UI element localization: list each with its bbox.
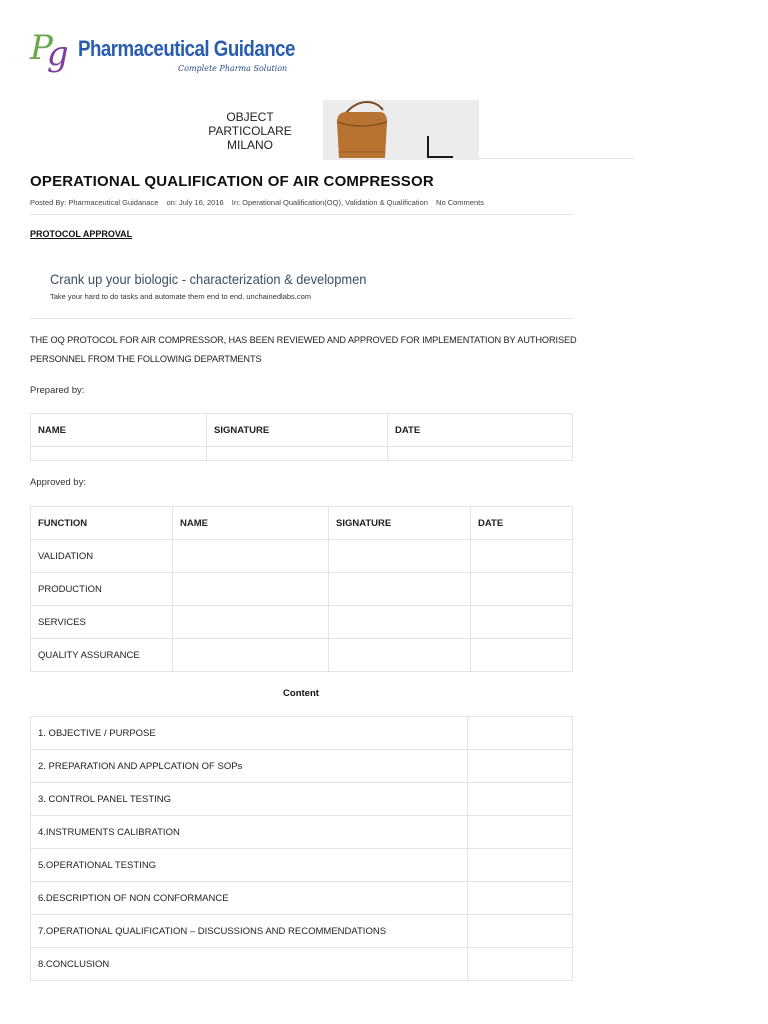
header-cell: NAME <box>173 507 329 540</box>
table-cell <box>468 750 573 783</box>
table-cell <box>173 639 329 672</box>
table-row <box>31 447 573 461</box>
table-cell <box>173 540 329 573</box>
header-cell: SIGNATURE <box>329 507 471 540</box>
table-row <box>31 540 573 573</box>
prepared-by-table <box>30 413 573 461</box>
table-header-row <box>31 414 573 447</box>
table-row <box>31 948 573 981</box>
ad-brand-line: OBJECT <box>226 110 274 124</box>
content-item: 8.CONCLUSION <box>31 948 468 981</box>
table-cell <box>329 573 471 606</box>
handbag-icon <box>323 100 479 160</box>
logo-title: Pharmaceutical Guidance <box>78 36 295 61</box>
approval-paragraph: THE OQ PROTOCOL FOR AIR COMPRESSOR, HAS BEEN REVIEWED AND APPROVED FOR IMPLEMENTATION BY AUTHORISED PERSONNEL FROM THE FOLLOWING DEPARTMENTS <box>30 335 577 364</box>
table-cell <box>468 783 573 816</box>
content-item: 2. PREPARATION AND APPLCATION OF SOPs <box>31 750 468 783</box>
table-cell <box>329 639 471 672</box>
ad-divider <box>479 158 634 159</box>
meta-author-link[interactable]: Posted By: Pharmaceutical Guidanace <box>30 198 159 207</box>
table-cell <box>468 816 573 849</box>
table-row <box>31 915 573 948</box>
function-cell: PRODUCTION <box>31 573 173 606</box>
table-row <box>31 639 573 672</box>
meta-divider <box>30 214 573 215</box>
approved-by-label: Approved by: <box>30 477 86 488</box>
table-row <box>31 849 573 882</box>
function-cell: SERVICES <box>31 606 173 639</box>
content-heading: Content <box>283 688 319 699</box>
article-title: OPERATIONAL QUALIFICATION OF AIR COMPRESSOR <box>30 173 434 190</box>
table-cell <box>468 717 573 750</box>
ad-brand-line: PARTICOLARE <box>208 124 292 138</box>
logo-monogram-p: P <box>30 28 53 68</box>
header-cell: SIGNATURE <box>207 414 388 447</box>
function-cell: QUALITY ASSURANCE <box>31 639 173 672</box>
table-cell <box>471 573 573 606</box>
handbag-product-image[interactable] <box>323 100 479 160</box>
table-row <box>31 783 573 816</box>
content-item: 6.DESCRIPTION OF NON CONFORMANCE <box>31 882 468 915</box>
ad-divider-bottom <box>30 318 573 319</box>
table-cell <box>173 573 329 606</box>
logo-monogram <box>30 28 75 74</box>
table-cell <box>388 447 573 461</box>
table-row <box>31 882 573 915</box>
table-cell <box>468 948 573 981</box>
approved-by-table <box>30 506 573 672</box>
content-item: 5.OPERATIONAL TESTING <box>31 849 468 882</box>
meta-categories-link[interactable]: In: Operational Qualification(OQ), Validation & Qualification <box>231 198 428 207</box>
ad-headline-link[interactable]: Crank up your biologic - characterization & developmen <box>50 271 367 287</box>
table-cell <box>471 540 573 573</box>
table-cell <box>173 606 329 639</box>
ad-subtext: Take your hard to do tasks and automate them end to end. unchainedlabs.com <box>50 292 311 301</box>
table-cell <box>329 540 471 573</box>
ad-brand-text <box>205 110 295 152</box>
table-row <box>31 573 573 606</box>
content-item: 3. CONTROL PANEL TESTING <box>31 783 468 816</box>
table-row <box>31 717 573 750</box>
protocol-approval-heading: PROTOCOL APPROVAL <box>30 229 133 239</box>
table-row <box>31 816 573 849</box>
ad-brand-line: MILANO <box>226 138 273 152</box>
top-advertisement[interactable] <box>205 100 635 160</box>
prepared-by-label: Prepared by: <box>30 385 85 396</box>
content-table <box>30 716 573 981</box>
table-cell <box>471 606 573 639</box>
header-cell: DATE <box>471 507 573 540</box>
header-cell: NAME <box>31 414 207 447</box>
meta-comments-link[interactable]: No Comments <box>436 198 484 207</box>
logo-tagline: Complete Pharma Solution <box>178 64 288 73</box>
table-header-row <box>31 507 573 540</box>
content-item: 1. OBJECTIVE / PURPOSE <box>31 717 468 750</box>
table-row <box>31 606 573 639</box>
logo-monogram-g: g <box>46 34 69 74</box>
table-cell <box>471 639 573 672</box>
meta-date: on: July 16, 2016 <box>166 198 224 207</box>
header-cell: DATE <box>388 414 573 447</box>
header-cell: FUNCTION <box>31 507 173 540</box>
site-logo[interactable] <box>30 28 295 78</box>
table-cell <box>329 606 471 639</box>
function-cell: VALIDATION <box>31 540 173 573</box>
table-cell <box>468 915 573 948</box>
table-cell <box>207 447 388 461</box>
table-cell <box>468 849 573 882</box>
article-meta <box>30 198 490 207</box>
content-item: 7.OPERATIONAL QUALIFICATION – DISCUSSIONS AND RECOMMENDATIONS <box>31 915 468 948</box>
content-item: 4.INSTRUMENTS CALIBRATION <box>31 816 468 849</box>
table-row <box>31 750 573 783</box>
table-cell <box>31 447 207 461</box>
table-cell <box>468 882 573 915</box>
